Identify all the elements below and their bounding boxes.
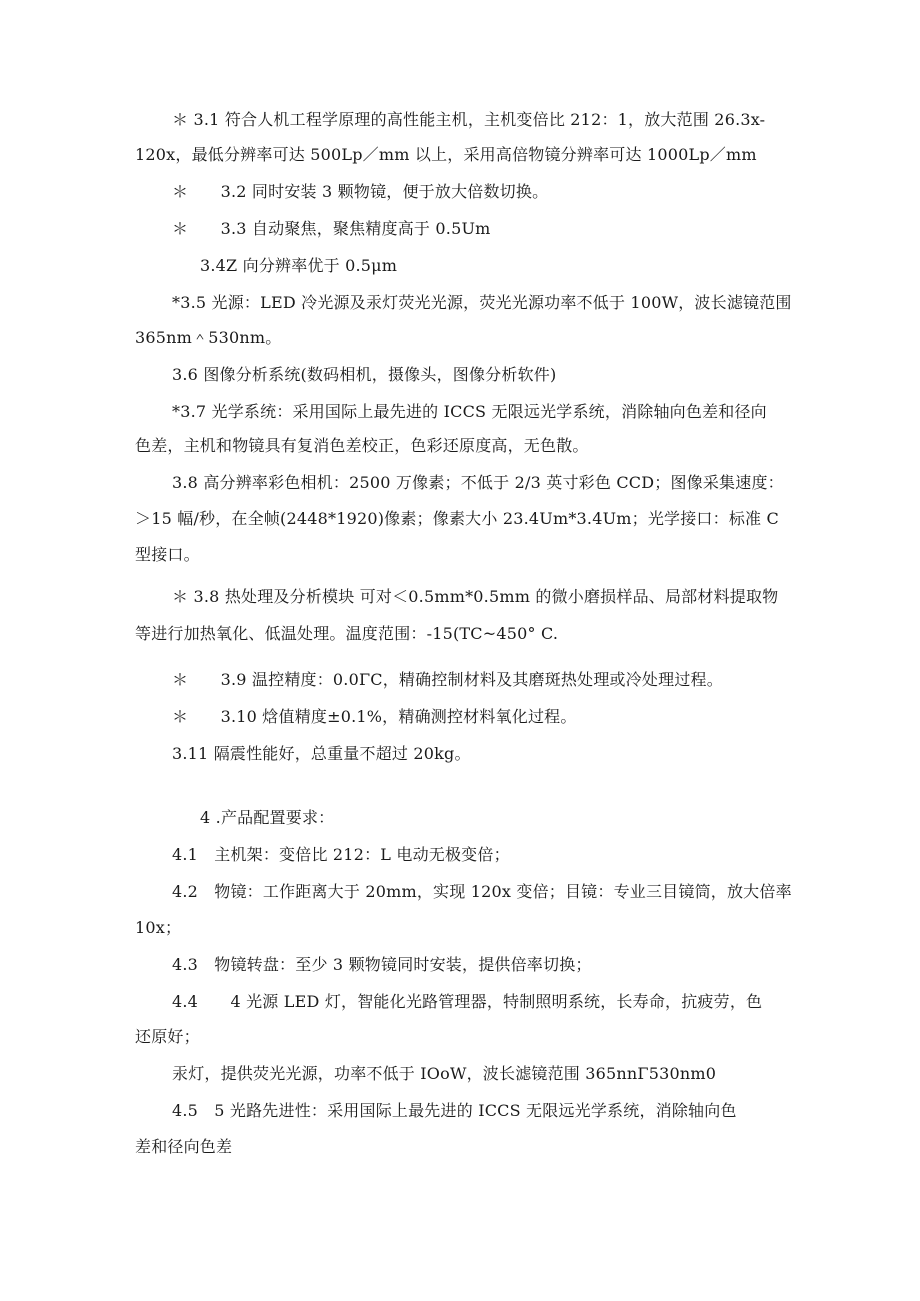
text-line: 10x；	[135, 918, 182, 937]
text-line: 3.4Z 向分辨率优于 0.5μm	[200, 256, 398, 275]
text-line: 4.1 主机架：变倍比 212：L 电动无极变倍；	[172, 845, 510, 864]
text-line: 色差，主机和物镜具有复消色差校正，色彩还原度高，无色散。	[135, 436, 589, 455]
text-line: ＊ 3.9 温控精度：0.0ΓC，精确控制材料及其磨斑热处理或冷处理过程。	[172, 670, 723, 689]
text-line: 3.11 隔震性能好，总重量不超过 20kg。	[172, 744, 471, 763]
text-line: 3.8 高分辨率彩色相机：2500 万像素；不低于 2/3 英寸彩色 CCD；图像采集速度：	[172, 473, 784, 492]
text-line: 4.4 4 光源 LED 灯，智能化光路管理器，特制照明系统，长寿命，抗疲劳，色	[172, 992, 763, 1011]
text-line: 等进行加热氧化、低温处理。温度范围：-15(TC~450° C.	[135, 624, 559, 643]
text-line: ＞15 幅/秒，在全帧(2448*1920)像素；像素大小 23.4Um*3.4Um；光学接口：标准 C	[135, 509, 779, 528]
text-line: ＊ 3.2 同时安装 3 颗物镜，便于放大倍数切换。	[172, 182, 549, 201]
text-line: 120x，最低分辨率可达 500Lp／mm 以上，采用高倍物镜分辨率可达 1000Lp／mm	[135, 145, 757, 164]
text-line: 汞灯，提供荧光光源，功率不低于 IOoW，波长滤镜范围 365nnΓ530nm0	[172, 1064, 717, 1083]
text-line: ＊ 3.8 热处理及分析模块 可对＜0.5mm*0.5mm 的微小磨损样品、局部材料提取物	[172, 587, 779, 606]
text-line: 还原好；	[135, 1027, 200, 1046]
text-line: 型接口。	[135, 545, 200, 564]
text-line: *3.5 光源：LED 冷光源及汞灯荧光光源，荧光光源功率不低于 100W，波长滤镜范围	[172, 293, 792, 312]
text-line: *3.7 光学系统：采用国际上最先进的 ICCS 无限远光学系统，消除轴向色差和径向	[172, 402, 767, 421]
text-line: ＊ 3.1 符合人机工程学原理的高性能主机，主机变倍比 212：1，放大范围 26.3x-	[172, 110, 766, 129]
text-line: ＊ 3.10 焓值精度±0.1%，精确测控材料氧化过程。	[172, 707, 577, 726]
text-line: 4.5 5 光路先进性：采用国际上最先进的 ICCS 无限远光学系统，消除轴向色	[172, 1101, 737, 1120]
text-line: 差和径向色差	[135, 1137, 233, 1156]
text-line: 4.3 物镜转盘：至少 3 颗物镜同时安装，提供倍率切换；	[172, 955, 592, 974]
text-line: 4.2 物镜：工作距离大于 20mm，实现 120x 变倍；目镜：专业三目镜筒，放大倍率	[172, 882, 792, 901]
text-line: 3.6 图像分析系统(数码相机，摄像头，图像分析软件)	[172, 365, 557, 384]
text-line: 4 .产品配置要求：	[200, 808, 335, 827]
text-line: ＊ 3.3 自动聚焦，聚焦精度高于 0.5Um	[172, 219, 491, 238]
text-line: 365nm＾530nm。	[135, 328, 282, 347]
